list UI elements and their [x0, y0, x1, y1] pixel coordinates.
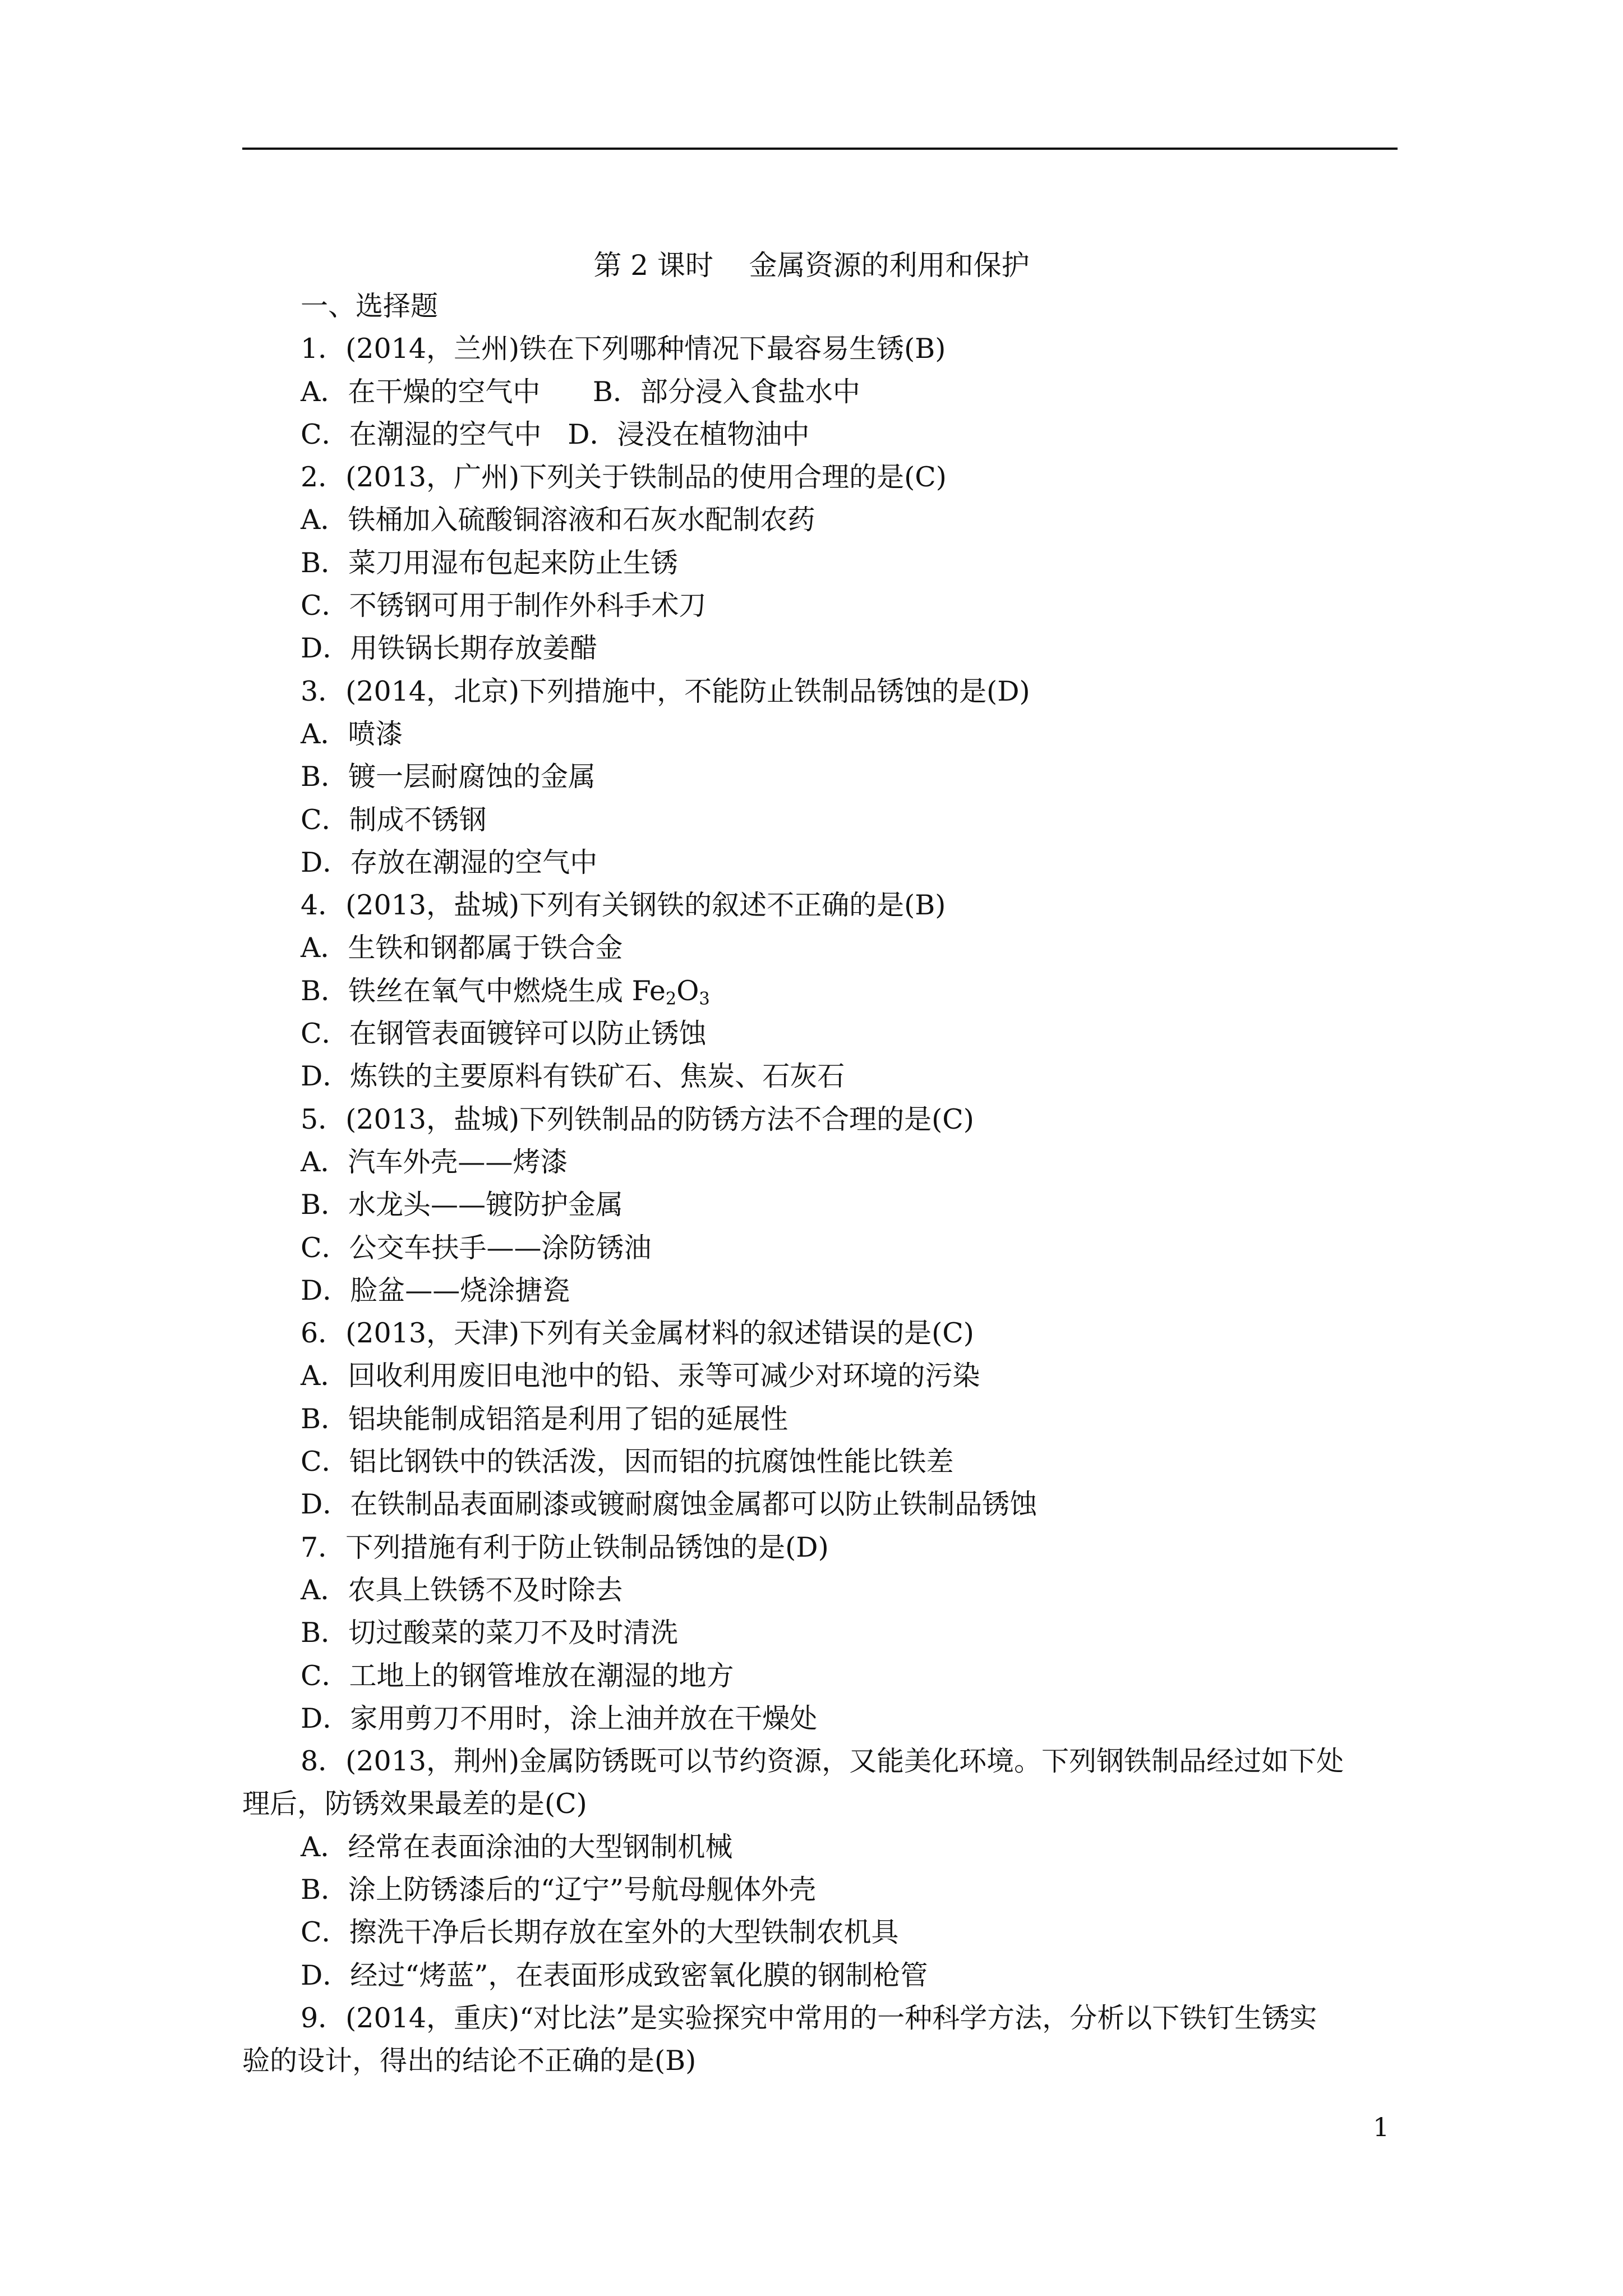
question-3: 3．(2014，北京)下列措施中，不能防止铁制品锈蚀的是(D)	[301, 675, 1030, 707]
q5-option-a: A．汽车外壳——烤漆	[301, 1145, 568, 1178]
q7-option-a: A．农具上铁锈不及时除去	[301, 1573, 623, 1606]
q5-option-b: B．水龙头——镀防护金属	[301, 1189, 624, 1221]
formula-subscript: 2	[665, 989, 677, 1009]
question-6: 6．(2013，天津)下列有关金属材料的叙述错误的是(C)	[301, 1317, 974, 1350]
q2-option-c: C．不锈钢可用于制作外科手术刀	[301, 590, 707, 622]
formula-oxygen: O	[676, 974, 699, 1007]
q4-option-b-text: B．铁丝在氧气中燃烧生成 Fe	[301, 974, 666, 1007]
page-number: 1	[1373, 2112, 1390, 2142]
q6-option-c: C．铝比钢铁中的铁活泼，因而铝的抗腐蚀性能比铁差	[301, 1446, 954, 1478]
question-5: 5．(2013，盐城)下列铁制品的防锈方法不合理的是(C)	[301, 1103, 974, 1135]
q8-option-a: A．经常在表面涂油的大型钢制机械	[301, 1830, 733, 1863]
q4-option-c: C．在钢管表面镀锌可以防止锈蚀	[301, 1018, 707, 1050]
question-7: 7．下列措施有利于防止铁制品锈蚀的是(D)	[301, 1531, 829, 1563]
q5-option-c: C．公交车扶手——涂防锈油	[301, 1231, 652, 1264]
q3-option-b: B．镀一层耐腐蚀的金属	[301, 761, 596, 793]
q8-option-c: C．擦洗干净后长期存放在室外的大型铁制农机具	[301, 1916, 899, 1949]
q3-option-d: D．存放在潮湿的空气中	[301, 846, 598, 878]
question-8: 8．(2013，荆州)金属防锈既可以节约资源，又能美化环境。下列钢铁制品经过如下处	[301, 1745, 1344, 1778]
q4-option-b	[242, 970, 1398, 1013]
q7-option-c: C．工地上的钢管堆放在潮湿的地方	[301, 1659, 734, 1692]
q4-option-a: A．生铁和钢都属于铁合金	[301, 932, 623, 964]
q6-option-a: A．回收利用废旧电池中的铅、汞等可减少对环境的污染	[301, 1360, 980, 1392]
q6-option-b: B．铝块能制成铝箔是利用了铝的延展性	[301, 1402, 789, 1435]
question-9-continued: 验的设计，得出的结论不正确的是(B)	[242, 2045, 697, 2077]
q7-option-d: D．家用剪刀不用时，涂上油并放在干燥处	[301, 1702, 818, 1734]
q5-option-d: D．脸盆——烧涂搪瓷	[301, 1274, 570, 1306]
q8-option-d: D．经过“烤蓝”，在表面形成致密氧化膜的钢制枪管	[301, 1959, 928, 1991]
q2-option-d: D．用铁锅长期存放姜醋	[301, 632, 598, 665]
q3-option-c: C．制成不锈钢	[301, 803, 487, 836]
q3-option-a: A．喷漆	[301, 717, 403, 750]
question-8-continued: 理后，防锈效果最差的是(C)	[242, 1788, 587, 1820]
q2-option-a: A．铁桶加入硫酸铜溶液和石灰水配制农药	[301, 504, 815, 536]
q6-option-d: D．在铁制品表面刷漆或镀耐腐蚀金属都可以防止铁制品锈蚀	[301, 1488, 1038, 1521]
question-4: 4．(2013，盐城)下列有关钢铁的叙述不正确的是(B)	[301, 889, 946, 922]
q8-option-b: B．涂上防锈漆后的“辽宁”号航母舰体外壳	[301, 1873, 817, 1906]
question-2: 2．(2013，广州)下列关于铁制品的使用合理的是(C)	[301, 461, 947, 494]
header-rule	[242, 148, 1398, 150]
page-title: 第 2 课时 金属资源的利用和保护	[593, 249, 1030, 282]
section-heading: 一、选择题	[301, 290, 439, 322]
question-9: 9．(2014，重庆)“对比法”是实验探究中常用的一种科学方法，分析以下铁钉生锈实	[301, 2001, 1317, 2034]
q1-options-cd: C．在潮湿的空气中 D．浸没在植物油中	[301, 418, 810, 450]
formula-subscript: 3	[699, 989, 710, 1009]
q2-option-b: B．菜刀用湿布包起来防止生锈	[301, 546, 679, 579]
q4-option-d: D．炼铁的主要原料有铁矿石、焦炭、石灰石	[301, 1060, 845, 1093]
q1-options-ab: A．在干燥的空气中 B．部分浸入食盐水中	[301, 375, 860, 408]
question-1: 1．(2014，兰州)铁在下列哪种情况下最容易生锈(B)	[301, 333, 946, 365]
q7-option-b: B．切过酸菜的菜刀不及时清洗	[301, 1617, 679, 1649]
document-body	[242, 285, 1398, 2082]
